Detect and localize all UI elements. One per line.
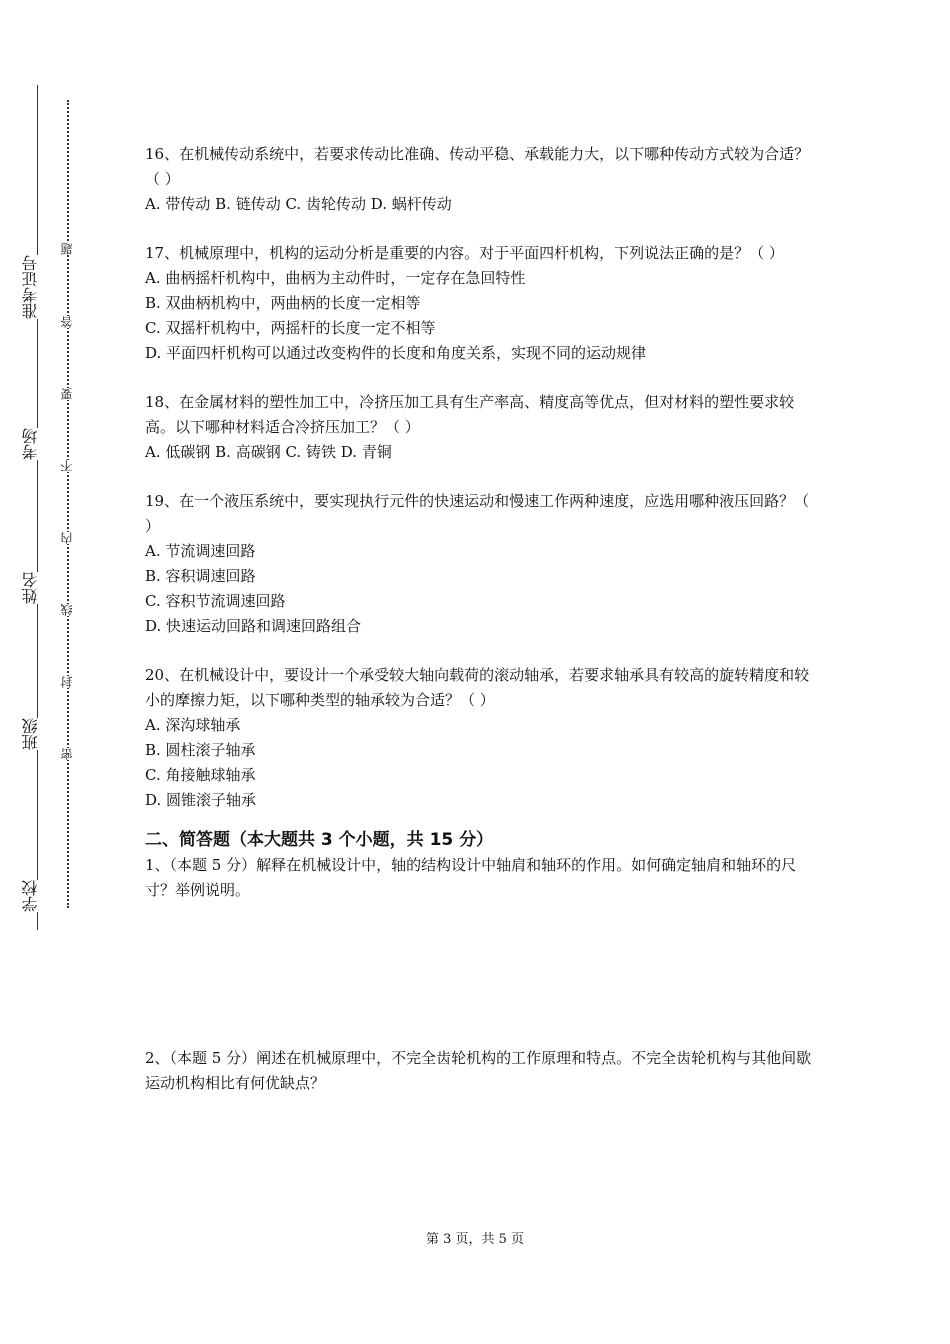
- option-d: D. 圆锥滚子轴承: [145, 791, 257, 809]
- option-a: A. 曲柄摇杆机构中，曲柄为主动件时，一定存在急回特性: [145, 269, 526, 287]
- binding-fill-line: [37, 85, 38, 930]
- option-b: B. 容积调速回路: [145, 567, 256, 585]
- question-17: [145, 241, 815, 366]
- seal-char-yao: 要: [60, 388, 74, 400]
- seal-char-xian: 线: [60, 604, 74, 616]
- seal-char-da: 答: [60, 316, 74, 328]
- option-d: D. 平面四杆机构可以通过改变构件的长度和角度关系，实现不同的运动规律: [145, 344, 647, 362]
- question-stem: 17、机械原理中，机构的运动分析是重要的内容。对于平面四杆机构，下列说法正确的是？（ ）: [145, 244, 784, 262]
- option-b: B. 双曲柄机构中，两曲柄的长度一定相等: [145, 294, 421, 312]
- binding-margin: [0, 0, 74, 1344]
- name-label: 姓名: [21, 572, 40, 604]
- question-18: [145, 390, 815, 465]
- seal-char-feng: 封: [60, 676, 74, 688]
- seal-char-ti: 题: [60, 243, 74, 255]
- seal-char-nei: 内: [60, 532, 74, 544]
- question-stem: 18、在金属材料的塑性加工中，冷挤压加工具有生产率高、精度高等优点，但对材料的塑性要求较高。以下哪种材料适合冷挤压加工？（ ）: [145, 393, 795, 436]
- question-options-inline: A. 低碳钢 B. 高碳钢 C. 铸铁 D. 青铜: [145, 443, 392, 461]
- question-stem: 16、在机械传动系统中，若要求传动比准确、传动平稳、承载能力大，以下哪种传动方式较为合适？（ ）: [145, 145, 810, 188]
- option-d: D. 快速运动回路和调速回路组合: [145, 617, 362, 635]
- question-19: [145, 489, 815, 639]
- question-options-inline: A. 带传动 B. 链传动 C. 齿轮传动 D. 蜗杆传动: [145, 195, 452, 213]
- option-c: C. 双摇杆机构中，两摇杆的长度一定不相等: [145, 319, 436, 337]
- short-answer-2: 2、（本题 5 分）阐述在机械原理中，不完全齿轮机构的工作原理和特点。不完全齿轮机构与其他间歇运动机构相比有何优缺点？: [145, 1049, 812, 1092]
- seal-dotted-line: [67, 100, 69, 908]
- option-b: B. 圆柱滚子轴承: [145, 741, 256, 759]
- school-label: 学校: [21, 880, 40, 912]
- question-stem: 20、在机械设计中，要设计一个承受较大轴向载荷的滚动轴承，若要求轴承具有较高的旋转精度和较小的摩擦力矩，以下哪种类型的轴承较为合适？（ ）: [145, 666, 810, 709]
- question-stem: 19、在一个液压系统中，要实现执行元件的快速运动和慢速工作两种速度，应选用哪种液压回路？（ ）: [145, 492, 810, 535]
- exam-number-label: 准考证号: [21, 255, 40, 319]
- option-a: A. 节流调速回路: [145, 542, 256, 560]
- page-number: 第 3 页，共 5 页: [425, 1232, 525, 1247]
- seal-char-mi: 密: [60, 748, 74, 760]
- option-c: C. 容积节流调速回路: [145, 592, 286, 610]
- option-a: A. 深沟球轴承: [145, 716, 241, 734]
- option-c: C. 角接触球轴承: [145, 766, 256, 784]
- class-label: 班级: [21, 718, 40, 750]
- section-heading: 二、简答题（本大题共 3 个小题，共 15 分）: [145, 830, 494, 850]
- question-20: [145, 663, 815, 813]
- short-answer-1: 1、（本题 5 分）解释在机械设计中，轴的结构设计中轴肩和轴环的作用。如何确定轴肩和轴环的尺寸？举例说明。: [145, 856, 797, 899]
- exam-room-label: 考场: [21, 428, 40, 460]
- exam-content: [145, 142, 815, 1096]
- question-16: [145, 142, 815, 217]
- seal-char-bu: 不: [60, 460, 74, 472]
